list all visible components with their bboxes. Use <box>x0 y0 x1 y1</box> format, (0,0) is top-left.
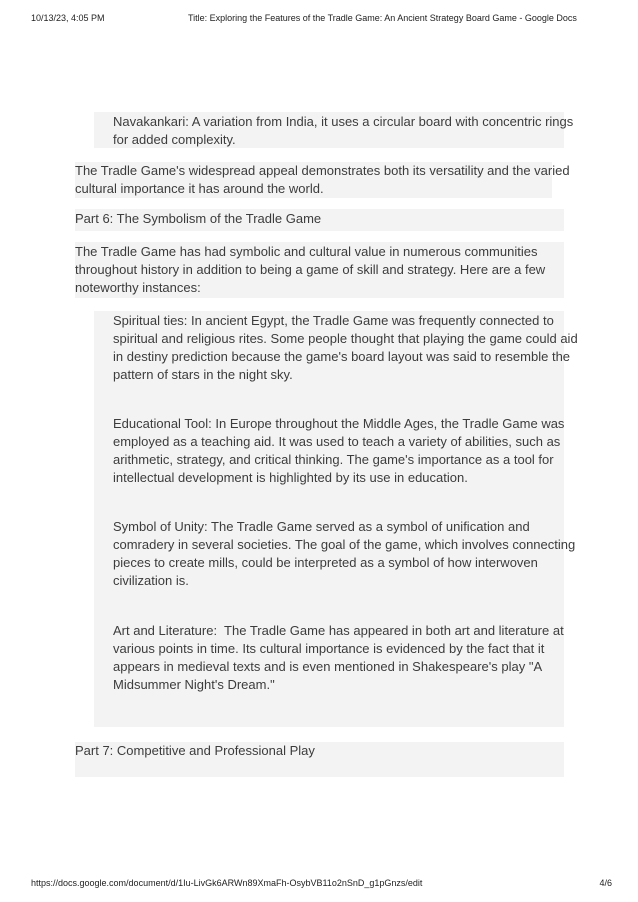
document-title: Title: Exploring the Features of the Tradle Game: An Ancient Strategy Board Game - Google Docs <box>188 13 577 23</box>
part7-heading: Part 7: Competitive and Professional Play <box>75 743 315 758</box>
part6-intro-paragraph: The Tradle Game has had symbolic and cultural value in numerous communities throughout history in addition to being a game of skill and strategy. Here are a few noteworthy instances: <box>75 244 546 295</box>
navakankari-item: Navakankari: A variation from India, it uses a circular board with concentric rings for added complexity. <box>113 114 574 147</box>
symbol-of-unity-item: Symbol of Unity: The Tradle Game served as a symbol of unification and comradery in several societies. The goal of the game, which involves connecting pieces to create mills, could be interpreted as a symbol of how interwoven civilization is. <box>113 519 576 588</box>
spiritual-ties-item: Spiritual ties: In ancient Egypt, the Tradle Game was frequently connected to spiritual and religious rites. Some people thought that playing the game could aid in destiny prediction because the game's board layout was said to resemble the pattern of stars in the night sky. <box>113 313 578 382</box>
educational-tool-item: Educational Tool: In Europe throughout the Middle Ages, the Tradle Game was employed as a teaching aid. It was used to teach a variety of abilities, such as arithmetic, strategy, and critical thinking. The game's importance as a tool for intellectual development is highlighted by its use in education. <box>113 416 565 485</box>
document-url: https://docs.google.com/document/d/1Iu-LivGk6ARWn89XmaFh-OsybVB11o2nSnD_g1pGnzs/edit <box>31 878 423 888</box>
page-number: 4/6 <box>599 878 612 888</box>
art-and-literature-item: Art and Literature: The Tradle Game has appeared in both art and literature at various points in time. Its cultural importance is evidenced by the fact that it appears in medieval texts and is even mentioned in Shakespeare's play "A Midsummer Night's Dream." <box>113 623 564 692</box>
part6-heading: Part 6: The Symbolism of the Tradle Game <box>75 211 322 226</box>
print-date: 10/13/23, 4:05 PM <box>31 13 105 23</box>
appeal-paragraph: The Tradle Game's widespread appeal demonstrates both its versatility and the varied cultural importance it has around the world. <box>75 163 570 196</box>
